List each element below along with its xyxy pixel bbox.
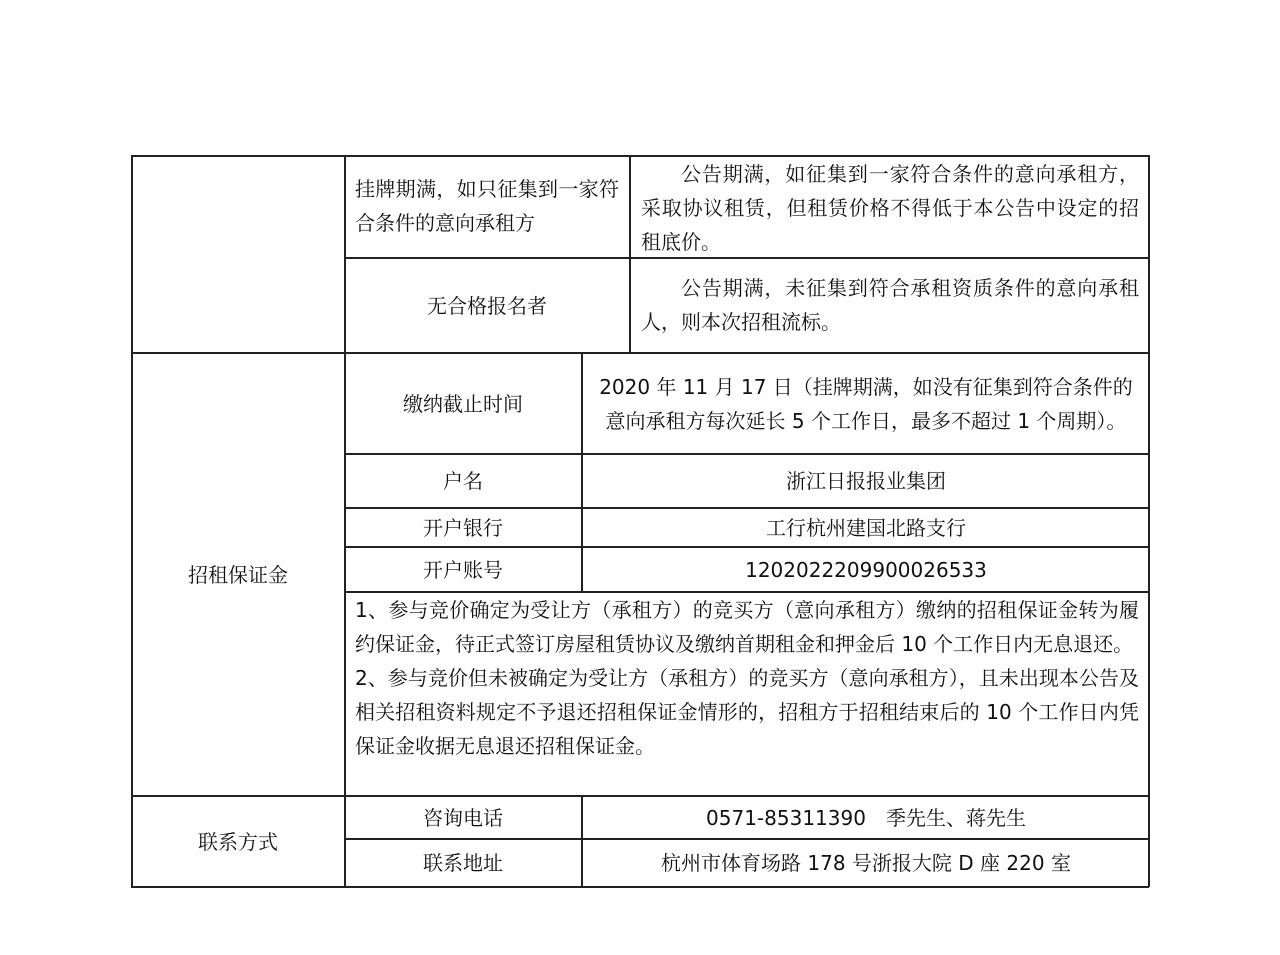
no-qualified-detail: 公告期满，未征集到符合承租资质条件的意向承租人，则本次招租流标。: [641, 276, 1139, 334]
account-number-value: 1202022209900026533: [745, 557, 987, 582]
bank-label: 开户银行: [423, 515, 503, 540]
phone-label: 咨询电话: [423, 805, 503, 830]
table-border-bottom: [131, 886, 1149, 888]
account-name-label: 户名: [443, 469, 483, 493]
address-label: 联系地址: [423, 851, 503, 875]
phone-value: 0571-85311390 季先生、蒋先生: [706, 805, 1026, 830]
deposit-notes: [345, 593, 1149, 795]
deposit-note-1: 1、参与竞价确定为受让方（承租方）的竞买方（意向承租方）缴纳的招租保证金转为履约保证金，待正式签订房屋租赁协议及缴纳首期租金和押金后 10 个工作日内无息退还。: [355, 598, 1139, 656]
notice-table: [131, 155, 1149, 887]
contact-section-label: 联系方式: [198, 829, 278, 854]
account-number-label: 开户账号: [423, 557, 503, 582]
address-value: 杭州市体育场路 178 号浙报大院 D 座 220 室: [661, 851, 1071, 875]
deadline-label: 缴纳截止时间: [403, 391, 523, 416]
listing-condition-detail: 公告期满，如征集到一家符合条件的意向承租方，采取协议租赁，但租赁价格不得低于本公告中设定的招租底价。: [641, 162, 1139, 254]
account-name-value: 浙江日报报业集团: [786, 469, 946, 493]
deposit-section-label: 招租保证金: [188, 562, 288, 587]
listing-condition-label: 挂牌期满，如只征集到一家符合条件的意向承租方: [355, 177, 619, 235]
no-qualified-label: 无合格报名者: [427, 293, 547, 318]
bank-value: 工行杭州建国北路支行: [766, 515, 966, 540]
deposit-note-2: 2、参与竞价但未被确定为受让方（承租方）的竞买方（意向承租方），且未出现本公告及相关招租资料规定不予退还招租保证金情形的，招租方于招租结束后的 10 个工作日内凭保证金收据无息退还招租保证金。: [355, 666, 1139, 758]
deadline-value: 2020 年 11 月 17 日（挂牌期满，如没有征集到符合条件的意向承租方每次延长 5 个工作日，最多不超过 1 个周期）。: [599, 374, 1133, 433]
